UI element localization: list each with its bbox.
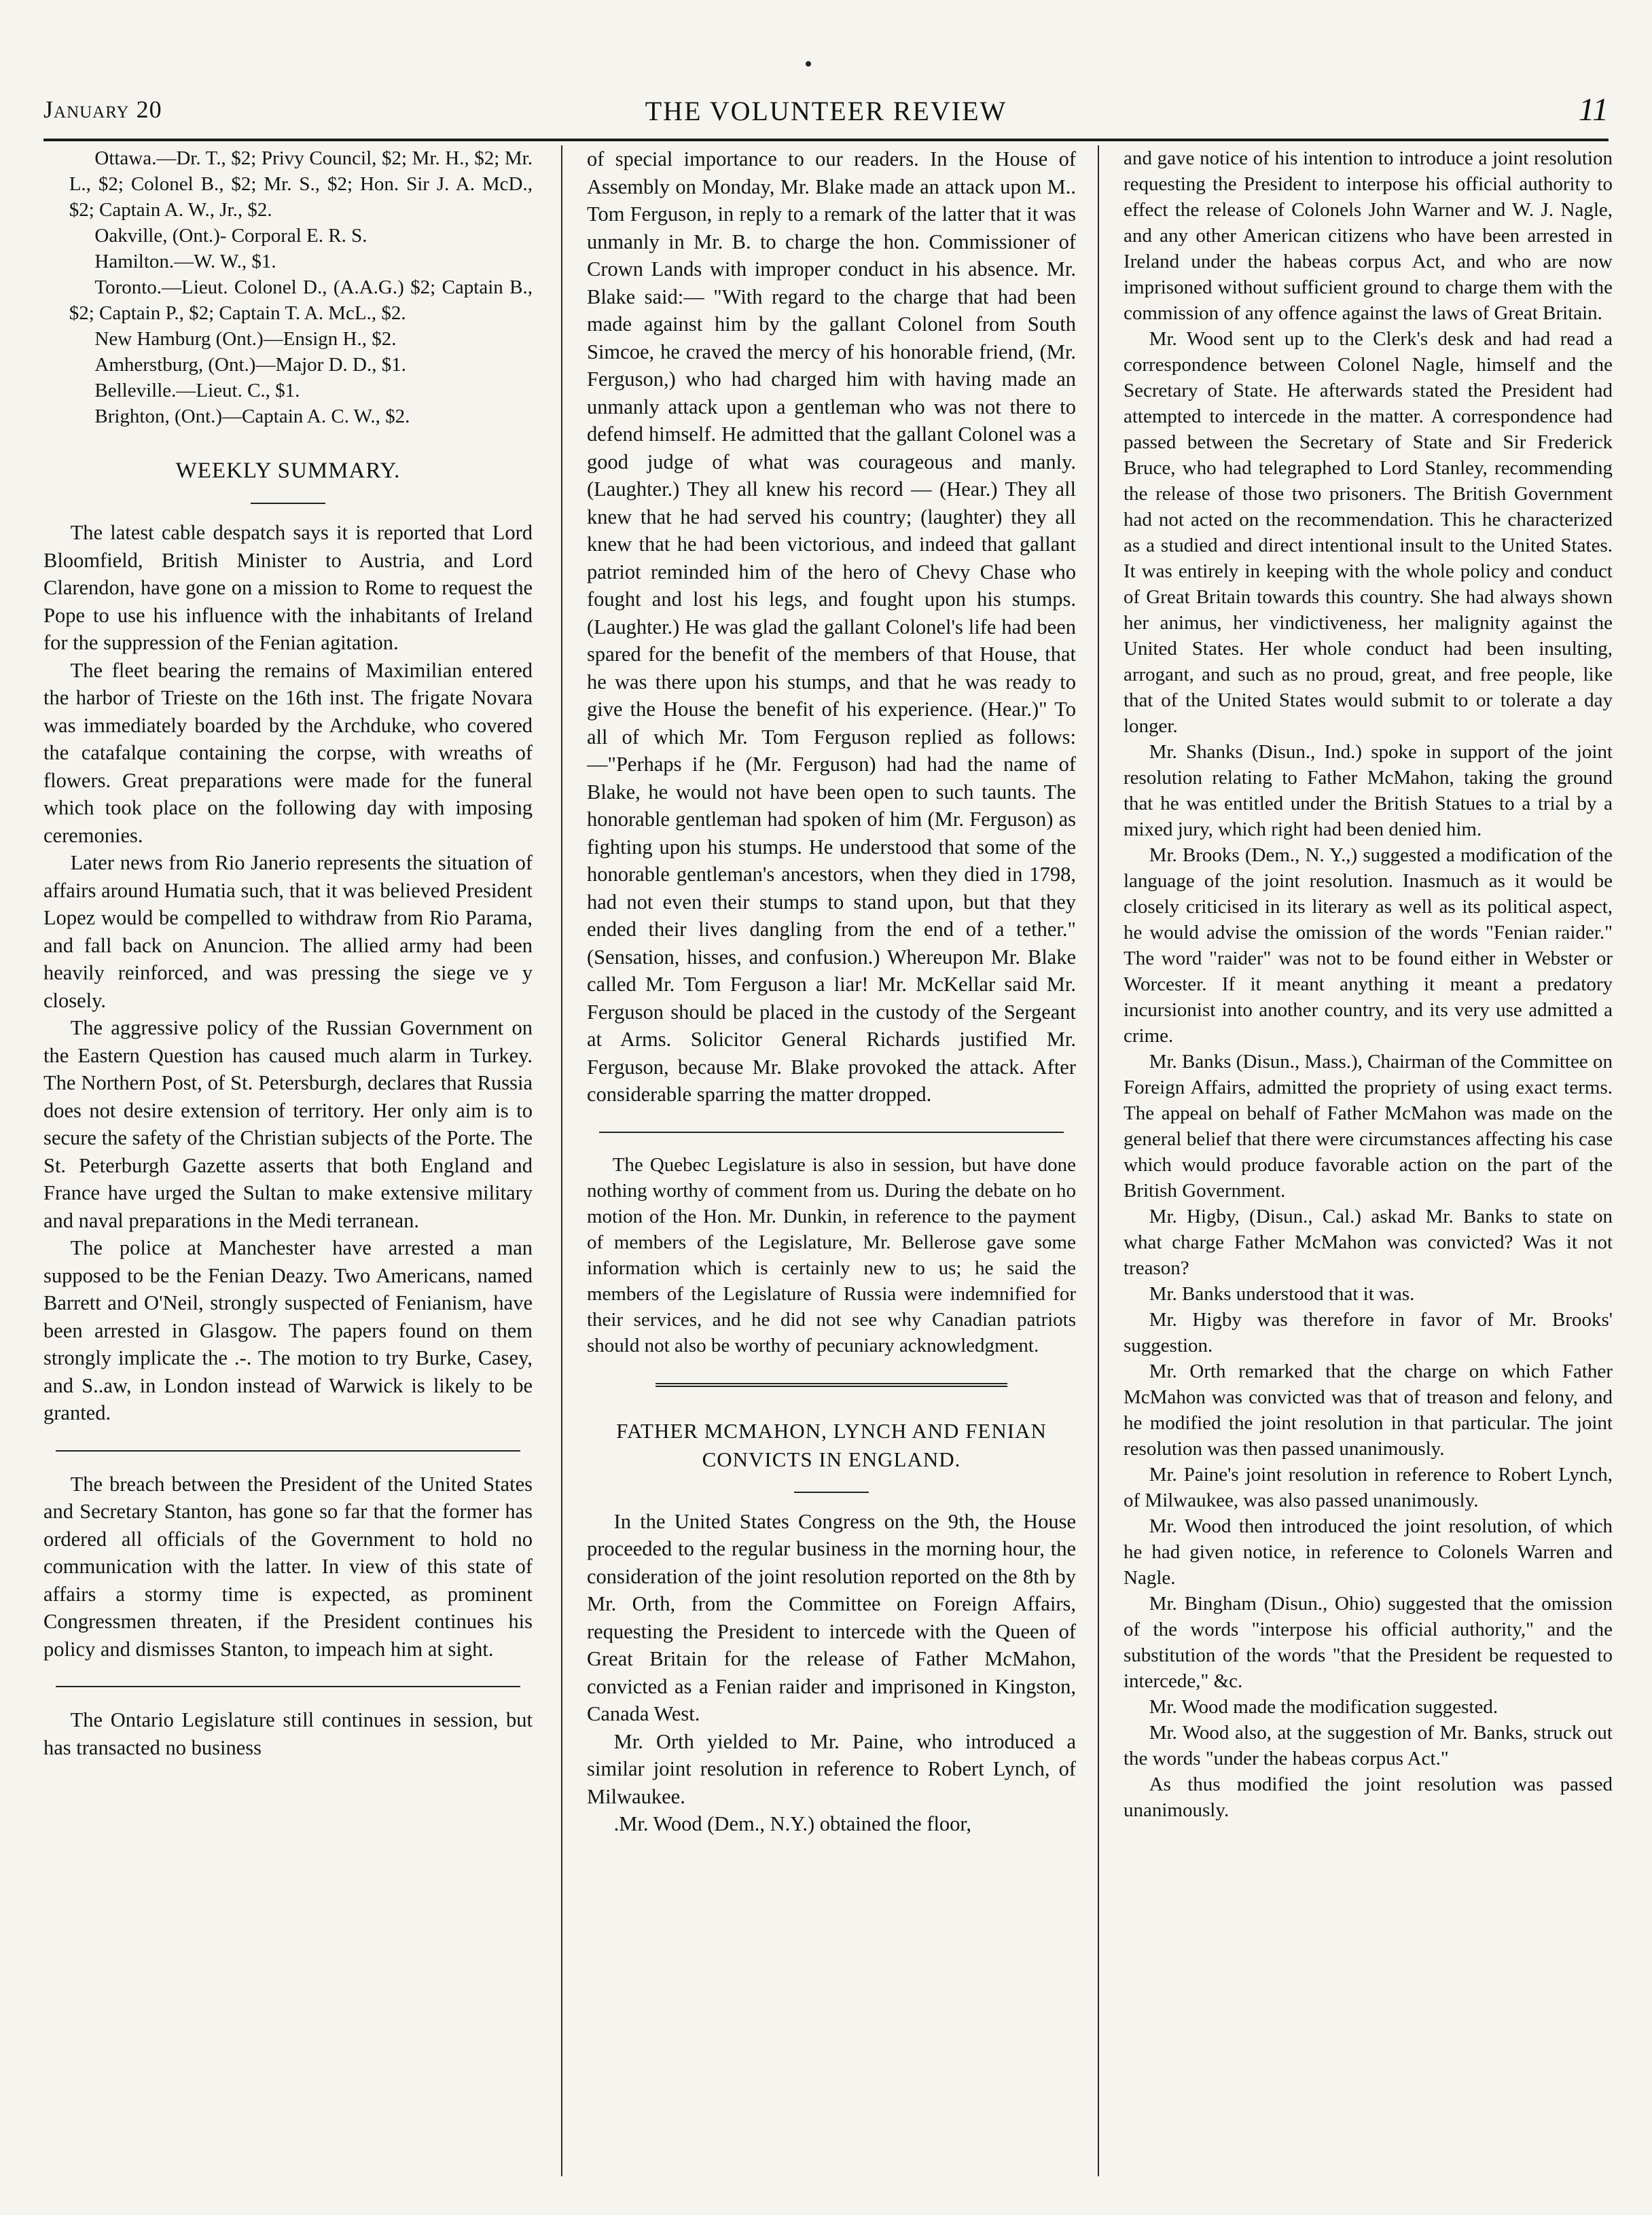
article-paragraph: In the United States Congress on the 9th, the House proceeded to the regular business in the morning hour, the consideration of the joint resolution reported on the 8th by Mr. Orth, from the Committee on Foreign Affairs, requesting the President to intercede with the Queen of Great Britain for the release of Father McMahon, convicted as a Fenian raider and imprisoned in Kingston, Canada West.	[587, 1509, 1076, 1725]
article-paragraph: .Mr. Wood (Dem., N.Y.) obtained the floor,	[613, 1812, 971, 1835]
article-paragraph: Mr. Higby, (Disun., Cal.) askad Mr. Banks to state on what charge Father McMahon was convicted? Was it not treason?	[1124, 1206, 1613, 1279]
article-paragraph: Mr. Bingham (Disun., Ohio) suggested that the omission of the words "interpose his official authority," and the substitution of the words "that the President be requested to intercede," &c.	[1124, 1593, 1613, 1692]
article-paragraph: Mr. Orth yielded to Mr. Paine, who introduced a similar joint resolution in reference to Robert Lynch, of Milwaukee.	[587, 1729, 1076, 1808]
article-paragraph: Mr. Wood made the modification suggested.	[1149, 1696, 1498, 1718]
column-3	[1124, 145, 1613, 2176]
summary-paragraph: The aggressive policy of the Russian Government on the Eastern Question has caused much alarm in Turkey. The Northern Post, of St. Petersburgh, declares that Russia does not desire extension of territory. Her only aim is to secure the safety of the Christian subjects of the Porte. The St. Peterburgh Gazette asserts that both England and France have urged the Sultan to make extensive military and naval preparations in the Medi terranean.	[43, 1016, 533, 1232]
article-paragraph: Mr. Higby was therefore in favor of Mr. Brooks' suggestion.	[1124, 1309, 1613, 1356]
page-number: 11	[1578, 92, 1609, 128]
column-2	[587, 145, 1076, 2176]
article-paragraph: Mr. Wood then introduced the joint resolution, of which he had given notice, in reference to Colonels Warren and Nagle.	[1124, 1515, 1613, 1589]
column-1	[43, 145, 533, 2176]
subscription-entry: Oakville, (Ont.)- Corporal E. R. S.	[94, 225, 367, 247]
article-paragraph: Mr. Banks (Disun., Mass.), Chairman of the Committee on Foreign Affairs, admitted the propriety of using exact terms. The appeal on behalf of Father McMahon was made on the general belief that there were circumstances affecting his case which would produce favorable action on the part of the British Government.	[1124, 1051, 1613, 1202]
weekly-summary-heading: WEEKLY SUMMARY.	[175, 458, 401, 483]
article-paragraph: Mr. Paine's joint resolution in reference to Robert Lynch, of Milwaukee, was also passed unanimously.	[1124, 1464, 1613, 1511]
article-paragraph: Mr. Shanks (Disun., Ind.) spoke in support of the joint resolution relating to Father McMahon, taking the ground that he was entitled under the British Statues to a trial by a mixed jury, which right had been denied him.	[1124, 741, 1613, 840]
column-rule-2	[1098, 145, 1099, 2176]
publication-title: THE VOLUNTEER REVIEW	[645, 96, 1007, 126]
debate-paragraph: of special importance to our readers. In the House of Assembly on Monday, Mr. Blake made an attack upon M.. Tom Ferguson, in reply to a remark of the latter that it was unmanly in Mr. B. to charge the hon. Commissioner of Crown Lands with improper conduct in his absence. Mr. Blake said:— "With regard to the charge that had been made against him by the gallant Colonel from South Simcoe, he craved the mercy of his honorable friend, (Mr. Ferguson,) who had charged him with having made an unmanly attack upon a gentleman who was not there to defend himself. He admitted that the gallant Colonel was a good judge of what was courageous and manly. (Laughter.) They all knew his record — (Hear.) They all knew that he had served his country; (laughter) they all knew that he had been victorious, and indeed that gallant patriot reminded him of the hero of Chevy Chase who fought and lost his legs, and fought upon his stumps. (Laughter.) He was glad the gallant Colonel's life had been spared for the benefit of the members of that House, that he was there upon his stumps, and that he was ready to give the House the benefit of his experience. (Hear.)" To all of which Mr. Tom Ferguson replied as follows:—"Perhaps if he (Mr. Ferguson) had had the name of Blake, he would not have been open to such taunts. The honorable gentleman had spoken of him (Mr. Ferguson) as fighting upon his stumps. He understood that some of the honorable gentleman's ancestors, when they died in 1798, had not even their stumps to stand upon, but that they ended their lives dangling from the end of a tether." (Sensation, hisses, and confusion.) Whereupon Mr. Blake called Mr. Tom Ferguson a liar! Mr. McKellar said Mr. Ferguson should be placed in the custody of the Sergeant at Arms. Solicitor General Richards justified Mr. Ferguson, because Mr. Blake provoked the attack. After considerable sparring the matter dropped.	[587, 147, 1076, 1106]
article-paragraph: As thus modified the joint resolution was passed unanimously.	[1124, 1773, 1613, 1821]
subscription-entry: Belleville.—Lieut. C., $1.	[94, 380, 300, 401]
heading-rule	[251, 503, 325, 504]
article-paragraph: Mr. Banks understood that it was.	[1149, 1283, 1415, 1305]
section-divider	[599, 1132, 1064, 1133]
column-rule-1	[561, 145, 562, 2176]
running-head	[43, 92, 1609, 134]
article-heading: FATHER MCMAHON, LYNCH AND FENIAN CONVICTS IN ENGLAND.	[616, 1418, 1047, 1471]
article-columns	[43, 145, 1613, 2176]
ontario-paragraph: The Ontario Legislature still continues in session, but has transacted no business	[43, 1708, 533, 1759]
summary-paragraph: The latest cable despatch says it is reported that Lord Bloomfield, British Minister to Austria, and Lord Clarendon, have gone on a mission to Rome to request the Pope to use his influence with the inhabitants of Ireland for the suppression of the Fenian agitation.	[43, 521, 533, 654]
article-paragraph: and gave notice of his intention to introduce a joint resolution requesting the President to interpose his official authority to effect the release of Colonels John Warner and W. J. Nagle, and any other American citizens who have been arrested in Ireland under the habeas corpus Act, and who are now imprisoned without sufficient ground to charge them with the commission of any offence against the laws of Great Britain.	[1124, 147, 1613, 324]
subscription-entry: Brighton, (Ont.)—Captain A. C. W., $2.	[94, 406, 410, 427]
article-paragraph: Mr. Wood sent up to the Clerk's desk and had read a correspondence between Colonel Nagle, himself and the Secretary of State. He afterwards stated the President had attempted to intercede in the matter. A correspondence had passed between the Secretary of State and Sir Frederick Bruce, who had telegraphed to Lord Stanley, recommending the release of those two prisoners. The British Government had not acted on the recommendation. This he characterized as a studied and direct intentional insult to the United States. It was entirely in keeping with the whole policy and conduct of Great Britain towards this country. She had always shown her animus, her vindictiveness, her malignity against the United States. Her whole conduct had been insulting, arrogant, and such as no proud, great, and free people, like that of the United States would submit to or tolerate a day longer.	[1124, 328, 1613, 737]
article-paragraph: Mr. Wood also, at the suggestion of Mr. Banks, struck out the words "under the habeas corpus Act."	[1124, 1722, 1613, 1769]
subscription-entry: Amherstburg, (Ont.)—Major D. D., $1.	[94, 354, 406, 376]
heading-rule	[794, 1492, 869, 1493]
header-date: January 20	[43, 96, 162, 123]
quebec-paragraph: The Quebec Legislature is also in session, but have done nothing worthy of comment from us. During the debate on ho motion of the Hon. Mr. Dunkin, in reference to the payment of members of the Legislature, Mr. Bellerose gave some information which is certainly new to us; he said the members of the Legislature of Russia were indemnified for their services, and he did not see why Canadian patriots should not also be worthy of pecuniary acknowledgment.	[587, 1153, 1076, 1356]
article-paragraph: Mr. Orth remarked that the charge on which Father McMahon was convicted was that of treason and felony, and he modified the joint resolution in that particular. The joint resolution was then passed unanimously.	[1124, 1361, 1613, 1460]
article-paragraph: Mr. Brooks (Dem., N. Y.,) suggested a modification of the language of the joint resolution. Inasmuch as it would be closely criticised in its literary as well as its political aspect, he would advise the omission of the words "Fenian raider." The word "raider" was not to be found either in Webster or Worcester. If it meant anything it meant a predatory incursionist into another country, and its very use admitted a crime.	[1124, 844, 1613, 1047]
summary-paragraph: Later news from Rio Janerio represents the situation of affairs around Humatia such, that it was believed President Lopez would be compelled to withdraw from Rio Parama, and fall back on Anuncion. The allied army had been heavily reinforced, and was pressing the siege ve y closely.	[43, 851, 533, 1012]
double-rule	[656, 1383, 1007, 1390]
stanton-paragraph: The breach between the President of the United States and Secretary Stanton, has gone so far that the former has ordered all officials of the Government to hold no communication with the latter. In view of this state of affairs a stormy time is expected, as prominent Congressmen threaten, if the President continues his policy and dismisses Stanton, to impeach him at sight.	[43, 1472, 533, 1661]
summary-paragraph: The fleet bearing the remains of Maximilian entered the harbor of Trieste on the 16th inst. The frigate Novara was immediately boarded by the Archduke, who covered the catafalque containing the corpse, with wreaths of flowers. Great preparations were made for the funeral which took place on the following day with imposing ceremonies.	[43, 658, 533, 847]
header-rule	[43, 139, 1609, 141]
subscription-entry: Hamilton.—W. W., $1.	[94, 251, 276, 272]
summary-paragraph: The police at Manchester have arrested a man supposed to be the Fenian Deazy. Two Americans, named Barrett and O'Neil, strongly suspected of Fenianism, have been arrested in Glasgow. The papers found on them strongly implicate the .-. The motion to try Burke, Casey, and S..aw, in London instead of Warwick is likely to be granted.	[43, 1236, 533, 1424]
subscription-entry: Toronto.—Lieut. Colonel D., (A.A.G.) $2; Captain B., $2; Captain P., $2; Captain T. A. McL., $2.	[69, 276, 533, 324]
printer-dot	[806, 61, 811, 67]
subscription-entry: Ottawa.—Dr. T., $2; Privy Council, $2; Mr. H., $2; Mr. L., $2; Colonel B., $2; Mr. S., $2; Hon. Sir J. A. McD., $2; Captain A. W., Jr., $2.	[69, 147, 533, 221]
subscription-entry: New Hamburg (Ont.)—Ensign H., $2.	[94, 328, 397, 350]
section-divider	[56, 1686, 520, 1687]
section-divider	[56, 1450, 520, 1452]
